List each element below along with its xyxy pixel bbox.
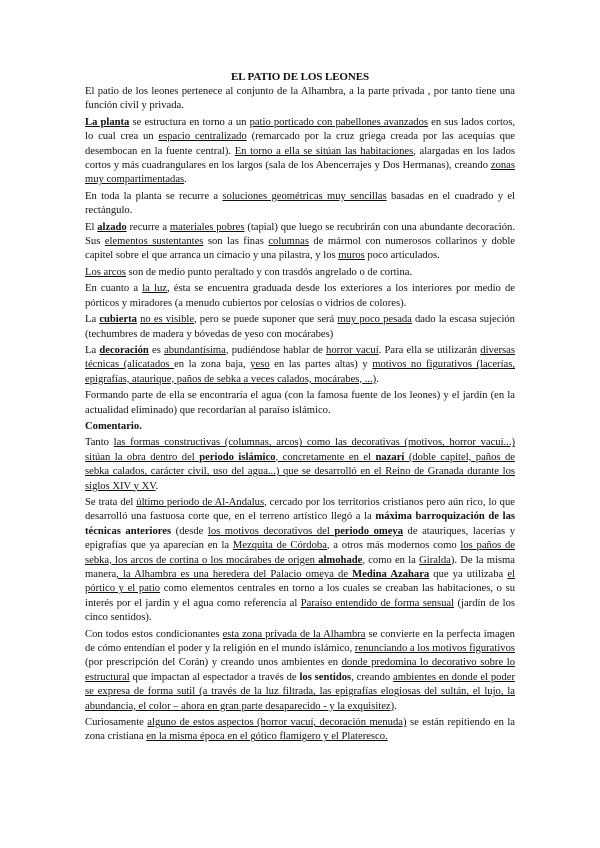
- underlined-text: no es visible: [140, 314, 195, 326]
- text-run: El patio de los leones pertenece al conjunto de la Alhambra, a la parte privada , por tanto tiene una función civil y privada.: [85, 86, 515, 112]
- text-run: (desde: [171, 525, 208, 537]
- underlined-text: el pórtico y el patio: [85, 569, 515, 595]
- text-run: , pero se puede suponer que será: [194, 314, 338, 326]
- text-run: La: [85, 314, 100, 326]
- paragraph: [85, 190, 515, 219]
- text-run: en las partes altas) y: [269, 359, 373, 371]
- underlined-text: los motivos decorativos del: [207, 525, 335, 537]
- bold-text: cubierta: [99, 314, 137, 326]
- underlined-text: elementos sustentantes: [104, 236, 204, 248]
- underlined-text: materiales pobres: [169, 221, 245, 233]
- bold-text: Comentario.: [85, 420, 142, 432]
- paragraph: [85, 85, 515, 114]
- text-run: , como en la: [362, 554, 420, 566]
- text-run: Con todos estos condicionantes: [85, 628, 223, 640]
- text-run: se convierte en la perfecta imagen de cómo entendían el poder y la religión en el mundo islámico,: [85, 628, 515, 655]
- underlined-text: en la misma época en el gótico flamígero y el Plateresco.: [146, 731, 388, 743]
- text-run: .: [394, 700, 397, 712]
- underlined-text: horror vacuí: [326, 344, 379, 356]
- underlined-text: zonas muy compartimentadas: [85, 160, 515, 186]
- underlined-text: muros: [338, 250, 365, 262]
- paragraph: [85, 716, 515, 745]
- text-run: , cercado por los territorios cristianos pero aún rico, lo que desarrolló una fastuosa corte que, en el terreno artístico llegó a la: [85, 496, 515, 523]
- text-run: se estructura en torno a un: [129, 116, 250, 128]
- text-run: dado la escasa sujeción (techumbres de madera y bóvedas de yeso con mocárabes): [85, 314, 515, 340]
- text-run: .: [184, 174, 187, 186]
- underlined-text: yeso: [250, 359, 270, 371]
- paragraph: [85, 389, 515, 418]
- text-run: (por prescripción del Corán) y creando unos ambientes en: [85, 657, 342, 669]
- underlined-text: diversas técnicas (alicatados: [85, 344, 515, 371]
- text-run: de mármol con numerosos collarinos y doble capitel sobre el que arranca un cimacio y una pilastra, y los: [85, 236, 516, 262]
- text-run: En cuanto a: [85, 283, 143, 295]
- bold-text: Medina Azahara: [352, 569, 430, 580]
- paragraph: [85, 420, 515, 434]
- underlined-text: (doble capitel, paños de sebka calados, carácter civil, uso del agua...) que se desarrolló en el Reino de Granada durante los siglos XIV y XV: [85, 451, 515, 492]
- paragraph: [85, 628, 515, 714]
- text-run: Se trata del: [85, 496, 137, 508]
- underlined-text: , concretamente en el: [275, 451, 376, 463]
- bold-text: alzado: [97, 221, 127, 233]
- text-run: es: [148, 344, 165, 356]
- paragraph: [85, 221, 515, 264]
- paragraph: [85, 344, 515, 387]
- underlined-text: Giralda: [419, 554, 451, 566]
- text-run: , ésta se encuentra graduada desde los exteriores a los interiores por medio de pórticos y miradores (a menudo cubiertos por celosías o vidrios de colores).: [85, 283, 515, 309]
- text-run: de atauriques, lacerías y epigrafías que ya aparecían en la: [85, 525, 516, 552]
- text-run: .: [376, 373, 379, 385]
- underlined-text: espacio centralizado: [158, 131, 247, 143]
- text-run: ). De la misma manera: [85, 554, 515, 580]
- bold-text: periodo islámico: [199, 451, 276, 463]
- text-run: (remarcado por la cruz griega creada por las acequias que desembocan en la fuente central).: [85, 131, 515, 157]
- bold-text: máxima barroquización de las técnicas anteriores: [85, 511, 515, 537]
- text-run: se están repitiendo en la zona cristiana: [85, 717, 515, 743]
- text-run: Formando parte de ella se encontraría el agua (con la famosa fuente de los leones) y el jardín (en la actualidad eliminado) que recordarían al paraíso islámico.: [85, 390, 515, 416]
- paragraph: [85, 313, 515, 342]
- text-run: recurre a: [126, 221, 170, 233]
- text-run: que impactan al espectador a través de: [129, 671, 300, 683]
- paragraph: [85, 116, 515, 188]
- underlined-text: En torno a ella se sitúan las habitaciones: [234, 145, 414, 157]
- underlined-text: Paraíso entendido de forma sensual: [300, 597, 455, 609]
- text-run: (jardín de los cinco sentidos).: [85, 597, 516, 624]
- text-run: Tanto: [85, 437, 114, 449]
- underlined-text: los paños de sebka, los arcos de cortina o los mocárabes de origen: [85, 540, 516, 566]
- bold-text: nazarí: [375, 451, 405, 463]
- underlined-text: donde predomina lo decorativo sobre lo estructural: [85, 657, 515, 683]
- paragraph: [85, 282, 515, 311]
- underlined-text: Mezquita de Córdoba: [232, 540, 327, 552]
- underlined-text: soluciones geométricas muy sencillas: [222, 190, 387, 202]
- bold-text: La planta: [85, 116, 130, 128]
- text-run: , alargadas en los lados cortos y más cuadrangulares en los largos (sala de los Abencerrajes y Dos Hermanas), creando: [85, 145, 515, 172]
- underlined-text: las formas constructivas (columnas, arcos) como las decorativas (motivos, horror vacuí...) sitúan la obra dentro del: [85, 437, 515, 463]
- text-run: poco articulados.: [364, 250, 440, 262]
- underlined-text: la luz: [142, 283, 167, 295]
- underlined-text: columnas: [268, 236, 309, 248]
- paragraph: [85, 496, 515, 626]
- text-run: El: [85, 221, 98, 233]
- text-run: , pudiéndose hablar de: [225, 344, 327, 356]
- text-run: (tapial) que luego se recubrirán con una abundante decoración. Sus: [85, 221, 515, 248]
- underlined-text: renunciando a los motivos figurativos: [354, 643, 515, 655]
- underlined-text: motivos no figurativos (lacerías, epigrafías, ataurique, paños de sebka a veces calados, mocárabes, ...): [85, 359, 516, 385]
- bold-text: almohade: [318, 554, 363, 566]
- underlined-text: esta zona privada de la Alhambra: [222, 628, 366, 640]
- text-run: .: [155, 480, 159, 492]
- bold-text: los sentidos: [299, 671, 352, 683]
- text-run: . Para ella se utilizarán: [378, 344, 481, 356]
- text-run: , creando: [351, 671, 394, 683]
- paragraph-list: [85, 85, 515, 745]
- underlined-text: alguno de estos aspectos (horror vacuí, decoración menuda): [147, 717, 407, 729]
- text-run: basadas en el cuadrado y el rectángulo.: [85, 190, 516, 217]
- paragraph: [85, 436, 515, 494]
- underlined-text: muy poco pesada: [337, 314, 412, 326]
- paragraph: [85, 266, 515, 280]
- text-run: son las finas: [203, 236, 269, 248]
- bold-text: periodo omeya: [334, 525, 404, 537]
- underlined-text: abundantísima: [164, 344, 226, 356]
- document-title: EL PATIO DE LOS LEONES: [231, 71, 369, 83]
- text-run: La: [85, 344, 100, 356]
- text-run: en sus lados cortos, lo cual crea un: [85, 116, 515, 143]
- text-run: son de medio punto peraltado y con trasdós angrelado o de cortina.: [125, 266, 413, 278]
- underlined-text: patio porticado con pabellones avanzados: [249, 116, 429, 128]
- underlined-text: , la Alhambra es una heredera del Palacio omeya de: [116, 569, 353, 580]
- text-run: como elementos centrales en torno a los cuales se creaban las habitaciones, o su interés por el jardín y el agua como referencia al: [85, 583, 515, 609]
- document-body: [85, 70, 515, 747]
- underlined-text: último periodo de Al-Andalus: [136, 496, 265, 508]
- underlined-text: Los arcos: [85, 266, 126, 278]
- bold-text: decoración: [99, 344, 149, 356]
- text-run: en la zona baja,: [174, 359, 251, 371]
- text-run: , a otros más modernos como: [326, 540, 461, 552]
- underlined-text: ambientes en donde el poder se expresa de forma sutil (a través de la luz filtrada, las epigrafías elogiosas del sultán, el lujo, la abundancia, el color – ahora en gran parte desaparecido - y la exquisitez): [85, 671, 515, 712]
- text-run: Curiosamente: [85, 717, 148, 729]
- text-run: En toda la planta se recurre a: [85, 190, 223, 202]
- text-run: que ya utilizaba: [429, 569, 508, 580]
